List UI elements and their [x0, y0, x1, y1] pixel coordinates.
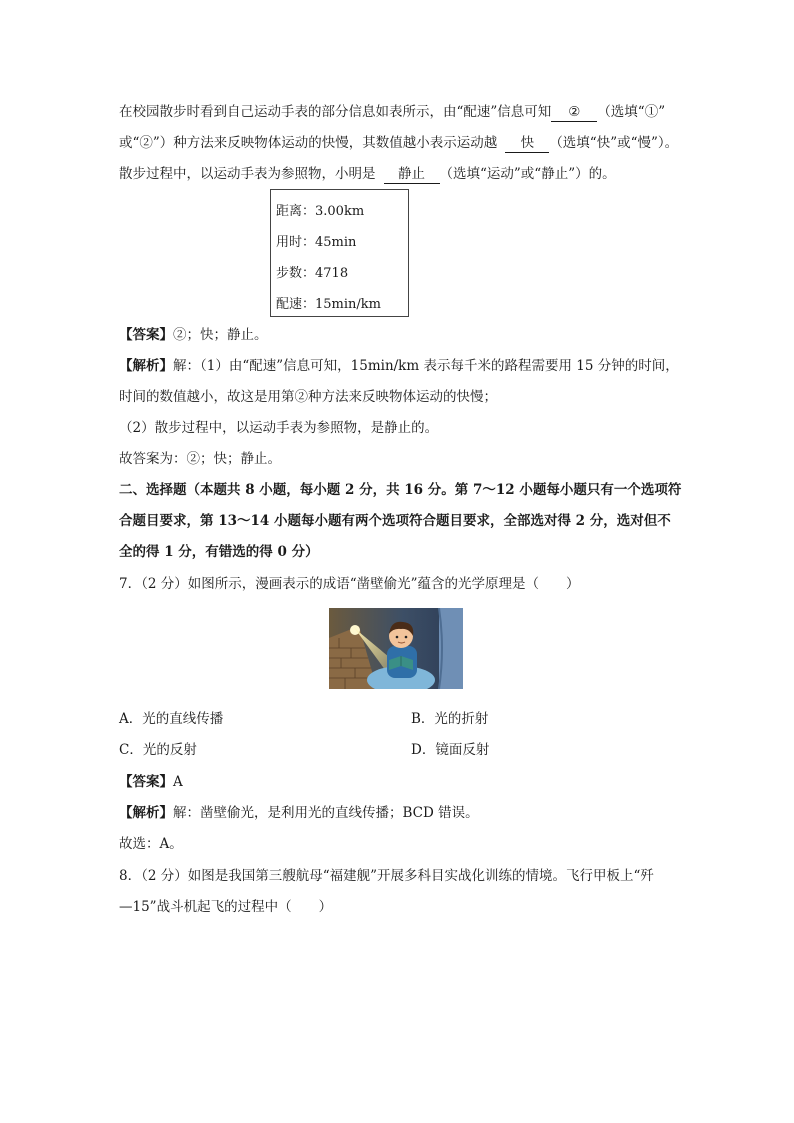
q6-analysis-1: 【解析】解：（1）由“配速”信息可知，15min/km 表示每千米的路程需要用 15 分钟的时间，	[119, 358, 679, 374]
q6-blank-3: 静止	[384, 166, 440, 184]
watch-stats-table	[270, 189, 409, 317]
stat-pace: 配速：15min/km	[276, 297, 381, 312]
cartoon-image	[329, 608, 463, 689]
q6-analysis-2: 时间的数值越小，故这是用第②种方法来反映物体运动的快慢；	[119, 389, 497, 405]
q8-stem-1: 8．（2 分）如图是我国第三艘航母“福建舰”开展多科目实战化训练的情境。飞行甲板上“歼	[119, 868, 654, 884]
q6-answer: 【答案】②；快；静止。	[119, 327, 268, 343]
section2-heading-1: 二、选择题（本题共 8 小题，每小题 2 分，共 16 分。第 7～12 小题每小题只有一个选项符	[119, 482, 682, 498]
q6-final: 故答案为：②；快；静止。	[119, 451, 281, 467]
q7-option-b: B．光的折射	[411, 711, 489, 727]
q8-stem-2: —15”战斗机起飞的过程中（ ）	[119, 899, 333, 915]
q6-blank-2: 快	[505, 135, 549, 153]
q6-line-1: 在校园散步时看到自己运动手表的部分信息如表所示，由“配速”信息可知 ② （选填“①”	[119, 104, 666, 120]
q7-answer: 【答案】A	[119, 774, 183, 790]
q7-option-d: D．镜面反射	[411, 742, 490, 758]
q7-option-c: C．光的反射	[119, 742, 197, 758]
q7-option-a: A．光的直线传播	[119, 711, 224, 727]
q6-analysis-3: （2）散步过程中，以运动手表为参照物，是静止的。	[119, 420, 439, 436]
q6-line-3: 散步过程中，以运动手表为参照物，小明是 静止 （选填“运动”或“静止”）的。	[119, 166, 616, 182]
stat-time: 用时：45min	[276, 235, 357, 250]
q7-final: 故选：A。	[119, 836, 183, 852]
q6-blank-1: ②	[551, 104, 597, 122]
section2-heading-3: 全的得 1 分，有错选的得 0 分）	[119, 544, 319, 560]
q7-stem: 7．（2 分）如图所示，漫画表示的成语“凿壁偷光”蕴含的光学原理是（ ）	[119, 576, 580, 592]
stat-steps: 步数：4718	[276, 266, 349, 281]
section2-heading-2: 合题目要求，第 13～14 小题每小题有两个选项符合题目要求，全部选对得 2 分，选对但不	[119, 513, 671, 529]
stat-distance: 距离：3.00km	[276, 204, 365, 219]
q7-analysis: 【解析】解：凿壁偷光，是利用光的直线传播；BCD 错误。	[119, 805, 479, 821]
q6-line-2: 或“②”）种方法来反映物体运动的快慢，其数值越小表示运动越 快 （选填“快”或“慢”）。	[119, 135, 679, 151]
